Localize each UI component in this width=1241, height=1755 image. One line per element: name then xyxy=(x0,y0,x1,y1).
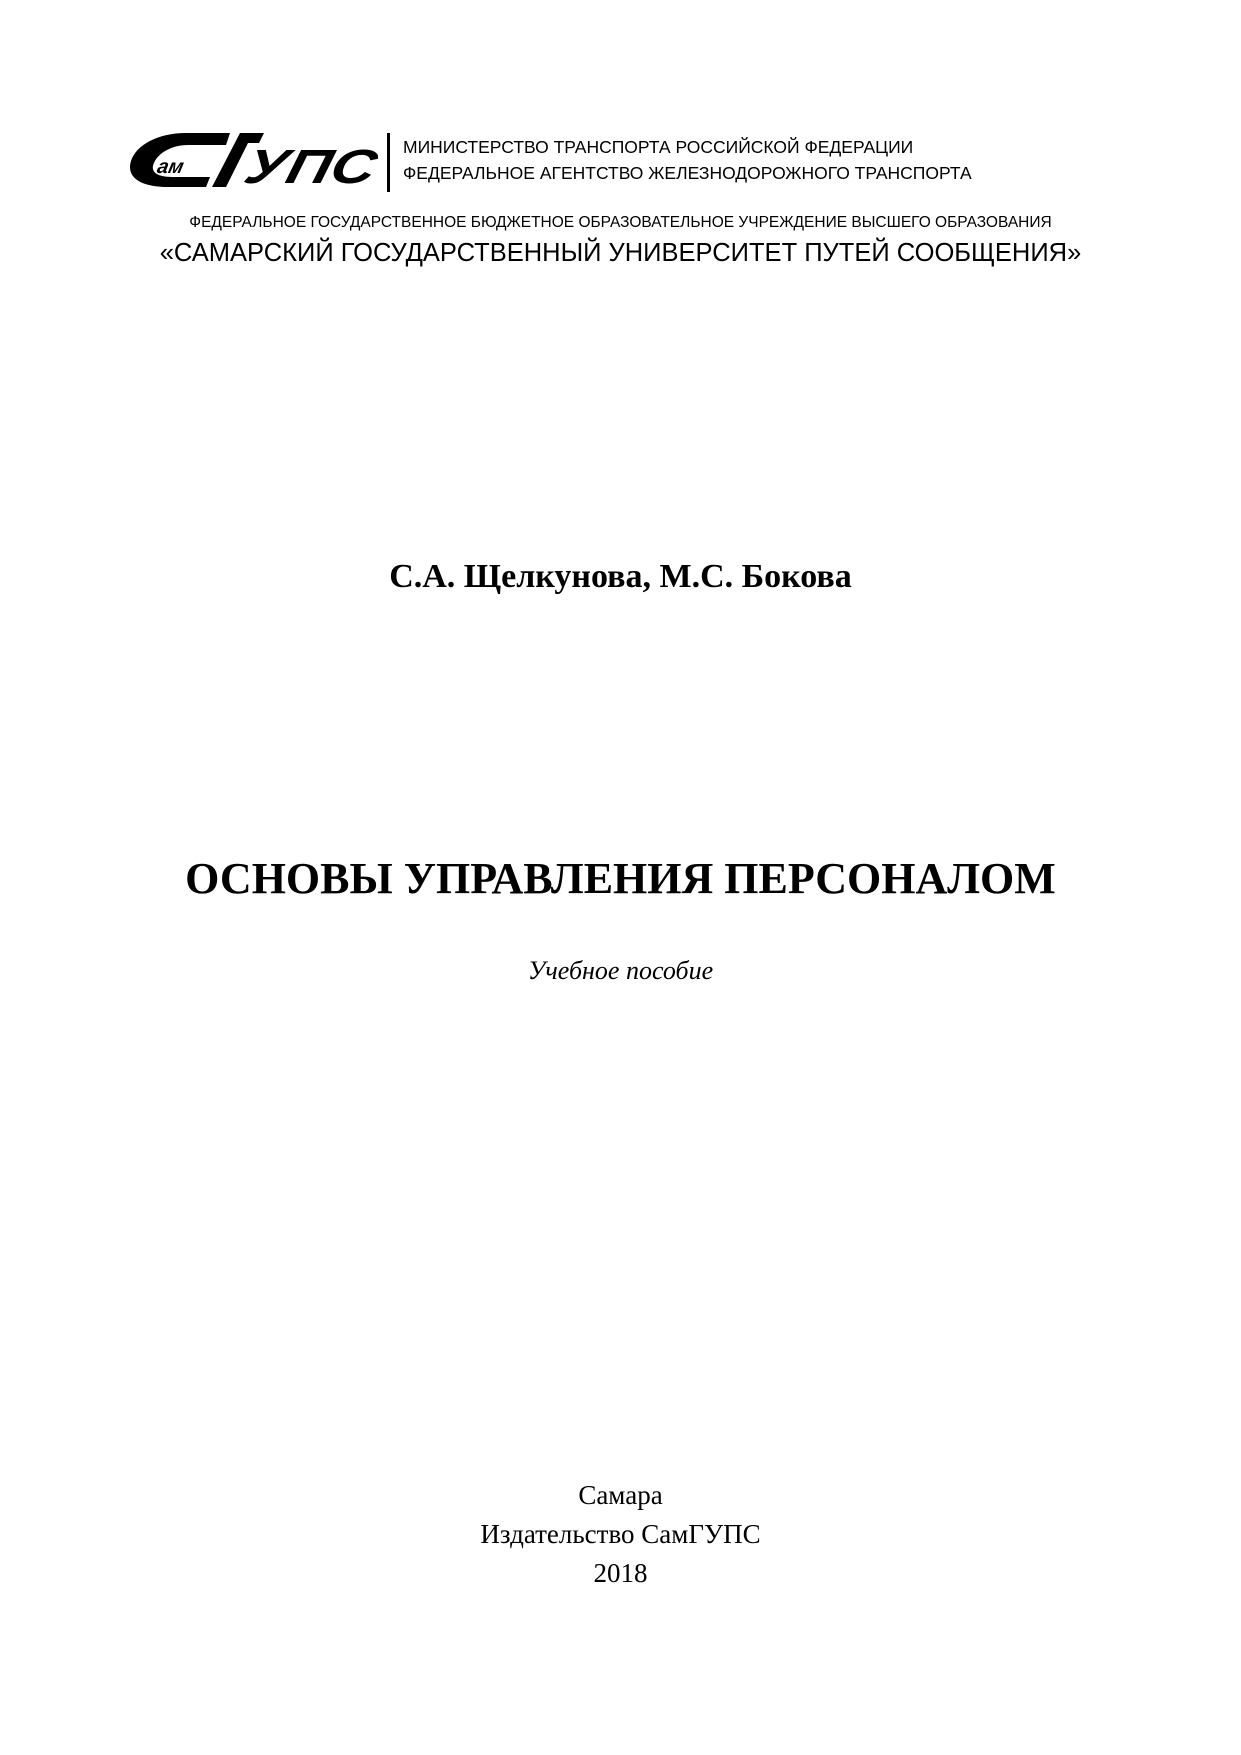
logo-divider xyxy=(387,133,390,192)
publisher: Издательство СамГУПС xyxy=(480,1519,761,1549)
agency-name: ФЕДЕРАЛЬНОЕ АГЕНТСТВО ЖЕЛЕЗНОДОРОЖНОГО ТРАНСПОРТА xyxy=(403,163,972,183)
ministry-name: МИНИСТЕРСТВО ТРАНСПОРТА РОССИЙСКОЙ ФЕДЕРАЦИИ xyxy=(403,137,914,157)
samgups-logo xyxy=(128,127,378,193)
institution-type: ФЕДЕРАЛЬНОЕ ГОСУДАРСТВЕННОЕ БЮДЖЕТНОЕ ОБРАЗОВАТЕЛЬНОЕ УЧРЕЖДЕНИЕ ВЫСШЕГО ОБРАЗОВАНИЯ xyxy=(189,214,1052,231)
book-subtitle: Учебное пособие xyxy=(527,956,714,985)
svg-text:УПС: УПС xyxy=(239,140,355,193)
publication-year: 2018 xyxy=(593,1558,648,1588)
svg-text:ам: ам xyxy=(155,156,186,178)
book-title: ОСНОВЫ УПРАВЛЕНИЯ ПЕРСОНАЛОМ xyxy=(185,854,1056,903)
university-name: «САМАРСКИЙ ГОСУДАРСТВЕННЫЙ УНИВЕРСИТЕТ ПУТЕЙ СООБЩЕНИЯ» xyxy=(159,239,1082,267)
samgups-logo-graphic xyxy=(128,127,378,193)
publication-city: Самара xyxy=(578,1480,663,1510)
authors: С.А. Щелкунова, М.С. Бокова xyxy=(389,558,852,595)
